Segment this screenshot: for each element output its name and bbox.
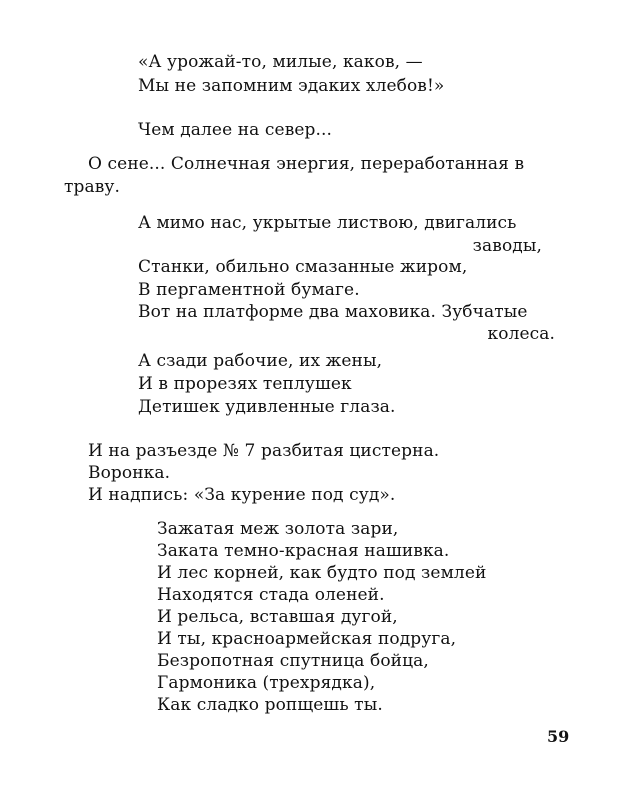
- prose1-line-2: траву.: [64, 177, 120, 197]
- stanza3-line-3: Детишек удивленные глаза.: [138, 397, 396, 417]
- stanza2-line-2: заводы,: [472, 236, 542, 256]
- stanza4-line-2: Заката темно-красная нашивка.: [157, 541, 450, 561]
- stanza1-line-2: Мы не запомним эдаких хлебов!»: [138, 76, 445, 96]
- prose2-line-2: Воронка.: [88, 463, 171, 483]
- stanza2-line-5: Вот на платформе два маховика. Зубчатые: [138, 302, 528, 322]
- stanza4-line-4: Находятся стада оленей.: [157, 585, 385, 605]
- stanza4-line-5: И рельса, вставшая дугой,: [157, 607, 398, 627]
- page-number: 59: [547, 727, 570, 746]
- stanza4-line-6: И ты, красноармейская подруга,: [157, 629, 457, 649]
- prose2-line-1: И на разъезде № 7 разбитая цистерна.: [88, 441, 440, 461]
- stanza3-line-2: И в прорезях теплушек: [138, 374, 352, 394]
- stanza2-line-4: В пергаментной бумаге.: [138, 280, 360, 300]
- stanza4-line-3: И лес корней, как будто под землей: [157, 563, 487, 583]
- stanza4-line-8: Гармоника (трехрядка),: [157, 673, 376, 693]
- stanza2-line-1: А мимо нас, укрытые листвою, двигались: [138, 213, 517, 233]
- stanza3-line-1: А сзади рабочие, их жены,: [138, 351, 383, 371]
- stanza4-line-7: Безропотная спутница бойца,: [157, 651, 429, 671]
- stanza2-line-6: колеса.: [487, 324, 555, 344]
- stanza1-line-1: «А урожай-то, милые, каков, —: [138, 52, 423, 72]
- prose2-line-3: И надпись: «За курение под суд».: [88, 485, 396, 505]
- stanza4-line-1: Зажатая меж золота зари,: [157, 519, 399, 539]
- stanza4-line-9: Как сладко ропщешь ты.: [157, 695, 383, 715]
- prose1-line-1: О сене... Солнечная энергия, переработанная в: [88, 154, 525, 174]
- line-sever: Чем далее на север...: [138, 120, 333, 140]
- stanza2-line-3: Станки, обильно смазанные жиром,: [138, 257, 468, 277]
